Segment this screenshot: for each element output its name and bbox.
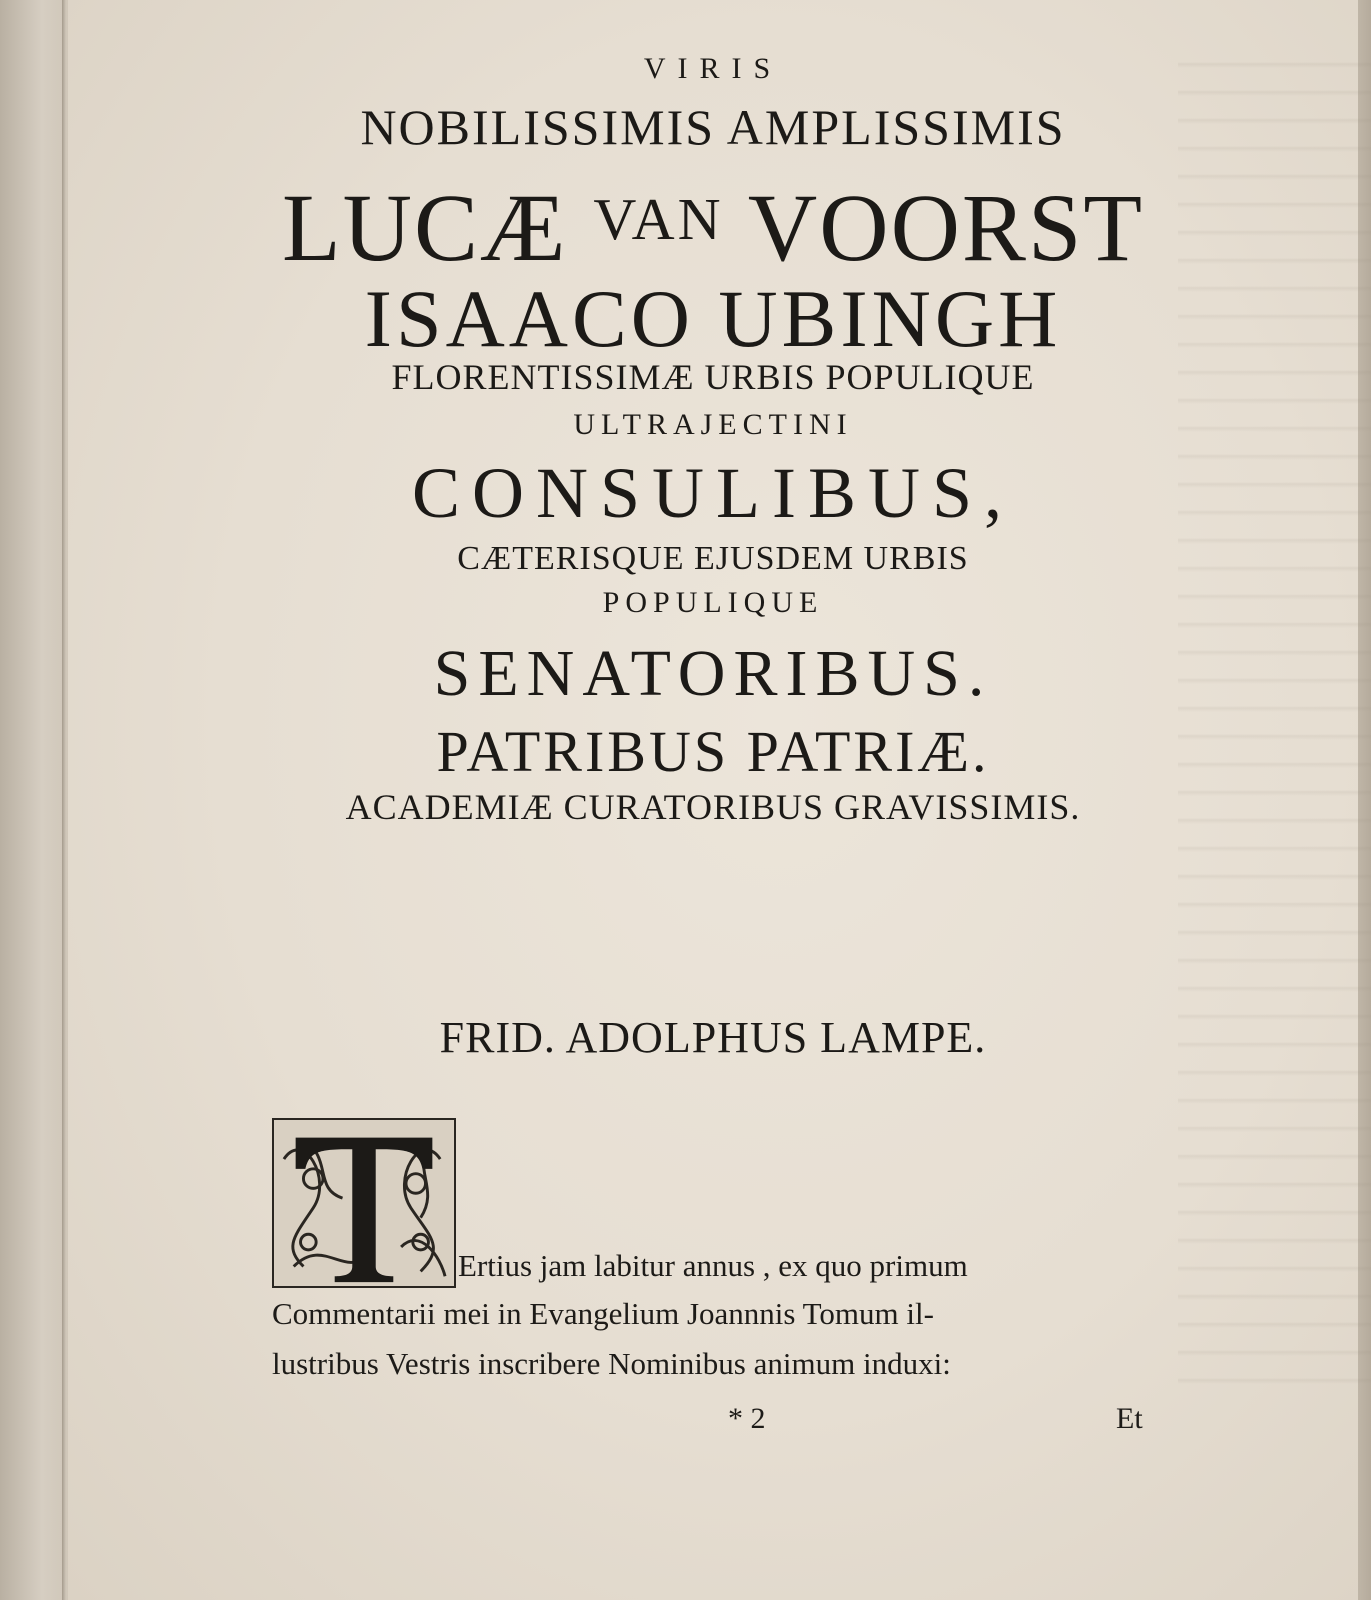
- name-voorst: VOORST: [747, 174, 1144, 281]
- ornament-initial-icon: [274, 1120, 454, 1286]
- dedication-line-consulibus: CONSULIBUS,: [411, 453, 1015, 533]
- book-gutter: [62, 0, 66, 1600]
- body-line-2: Commentarii mei in Evangelium Joannnis Tomum il-: [272, 1296, 934, 1331]
- dedication-line-lucae-van-voorst: [68, 172, 1358, 283]
- name-lucae: LUCÆ: [282, 174, 568, 281]
- signature-mark: * 2: [728, 1402, 766, 1435]
- facing-page-edge: [0, 0, 70, 1600]
- dedication-line-isaaco-ubingh: ISAACO UBINGH: [364, 273, 1062, 364]
- name-van: VAN: [593, 186, 724, 253]
- body-line-1: Ertius jam labitur annus , ex quo primum: [458, 1248, 968, 1283]
- dedication-line-ultrajectini: ULTRAJECTINI: [573, 408, 853, 441]
- dedication-line-populique: POPULIQUE: [602, 586, 824, 619]
- dedication-line-nobilissimis: NOBILISSIMIS AMPLISSIMIS: [360, 99, 1066, 155]
- dedication-line-viris: VIRIS: [643, 52, 783, 85]
- dedication-line-academiae: ACADEMIÆ CURATORIBUS GRAVISSIMIS.: [345, 787, 1081, 827]
- body-line-3: lustribus Vestris inscribere Nominibus animum induxi:: [272, 1346, 951, 1381]
- dedication-line-patribus-patriae: PATRIBUS PATRIÆ.: [436, 719, 990, 784]
- dedication-line-caeterisque: CÆTERISQUE EJUSDEM URBIS: [457, 540, 969, 577]
- catchword: Et: [1116, 1402, 1143, 1435]
- dedication-line-florentissimae: FLORENTISSIMÆ URBIS POPULIQUE: [391, 357, 1035, 397]
- author-name: FRID. ADOLPHUS LAMPE.: [439, 1013, 987, 1062]
- dedication-line-senatoribus: SENATORIBUS.: [433, 637, 993, 710]
- decorated-initial-t: [272, 1118, 456, 1288]
